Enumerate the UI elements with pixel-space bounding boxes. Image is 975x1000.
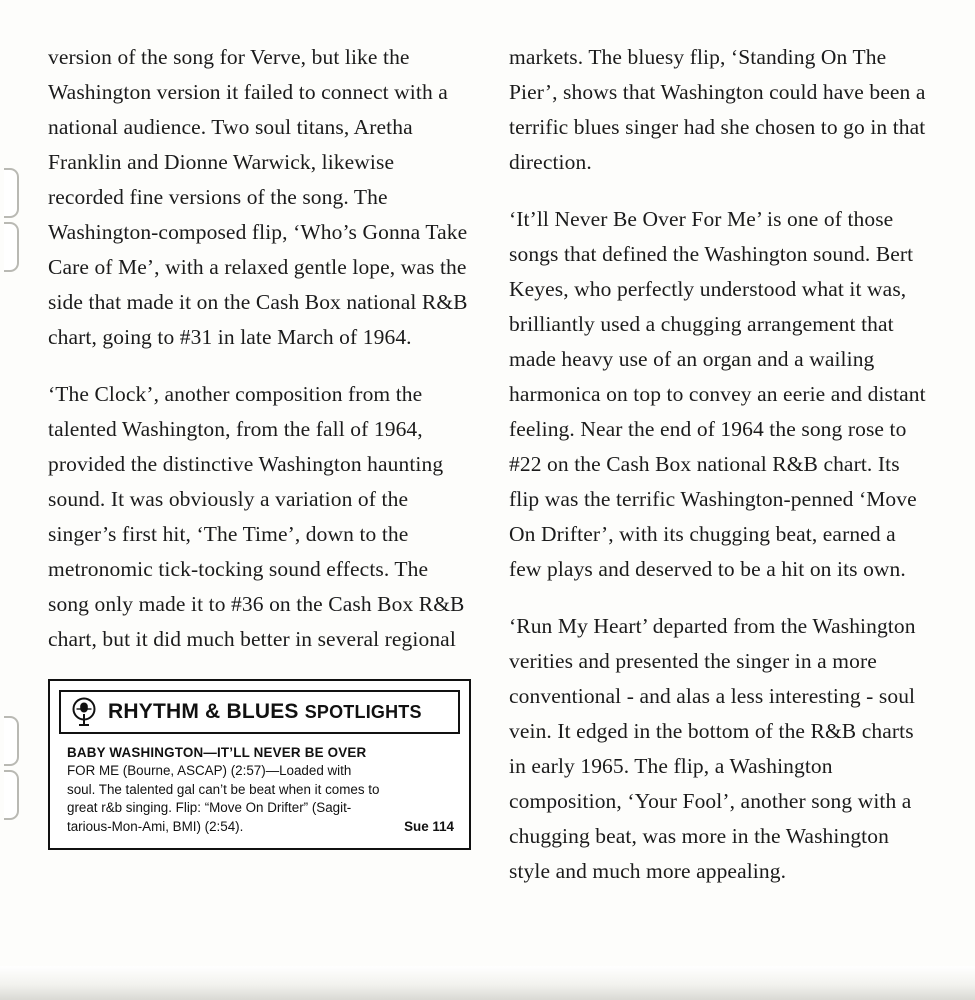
paragraph: ‘Run My Heart’ departed from the Washington verities and presented the singer in a more conventional - and alas a less interesting - soul vein. It edged in the bottom of the R&B charts in early 1965. The flip, a Washington composition, ‘Your Fool’, another song with a chugging beat, was more in the Washington style and much more appealing. [509, 614, 916, 883]
clipping-review-text [59, 744, 460, 836]
paragraph: ‘The Clock’, another composition from the talented Washington, from the fall of 1964, provided the distinctive Washington haunting sound. It was obviously a variation of the singer’s first hit, ‘The Time’, down to the metronomic tick-tocking sound effects. The song only made it to #36 on the Cash Box R&B chart, but it did much better in several regional [48, 382, 465, 651]
binder-ring [4, 716, 19, 766]
review-line-2: FOR ME (Bourne, ASCAP) (2:57)—Loaded with [67, 763, 352, 779]
review-title: BABY WASHINGTON—IT’LL NEVER BE OVER [67, 745, 367, 760]
paragraph: version of the song for Verve, but like the Washington version it failed to connect with a national audience. Two soul titans, Aretha Franklin and Dionne Warwick, likewise recorded fine versions of the song. The Washington-composed flip, ‘Who’s Gonna Take Care of Me’, with a relaxed gentle lope, was the side that made it on the Cash Box national R&B chart, going to #31 in late March of 1964. [48, 45, 468, 349]
review-line-5 [67, 818, 454, 836]
binder-spine [0, 0, 26, 1000]
left-column [48, 40, 471, 889]
binder-ring [4, 168, 19, 218]
text-columns [48, 40, 932, 889]
review-publisher-time: tarious-Mon-Ami, BMI) (2:54). [67, 818, 244, 834]
clipping-title-main: RHYTHM & BLUES [108, 700, 299, 723]
record-label-catalog: Sue 114 [404, 818, 454, 834]
paragraph: ‘It’ll Never Be Over For Me’ is one of those songs that defined the Washington sound. Bert Keyes, who perfectly understood what it was, brilliantly used a chugging arrangement that made heavy use of an organ and a wailing harmonica on top to convey an eerie and distant feeling. Near the end of 1964 the song rose to #22 on the Cash Box national R&B chart. Its flip was the terrific Washington-penned ‘Move On Drifter’, with its chugging beat, earned a few plays and deserved to be a hit on its own. [509, 207, 926, 581]
clipping-title [108, 700, 422, 724]
paragraph: markets. The bluesy flip, ‘Standing On The Pier’, shows that Washington could have been a terrific blues singer had she chosen to go in that direction. [509, 45, 926, 174]
right-column [509, 40, 932, 889]
binder-ring [4, 770, 19, 820]
clipping-title-sub: SPOTLIGHTS [304, 702, 422, 722]
microphone-icon [69, 697, 99, 727]
binder-ring [4, 222, 19, 272]
review-line-4: great r&b singing. Flip: “Move On Drifter” (Sagit- [67, 800, 352, 816]
review-line-3: soul. The talented gal can’t be beat when it comes to [67, 781, 380, 797]
magazine-clipping [48, 679, 471, 850]
clipping-header [59, 690, 460, 734]
